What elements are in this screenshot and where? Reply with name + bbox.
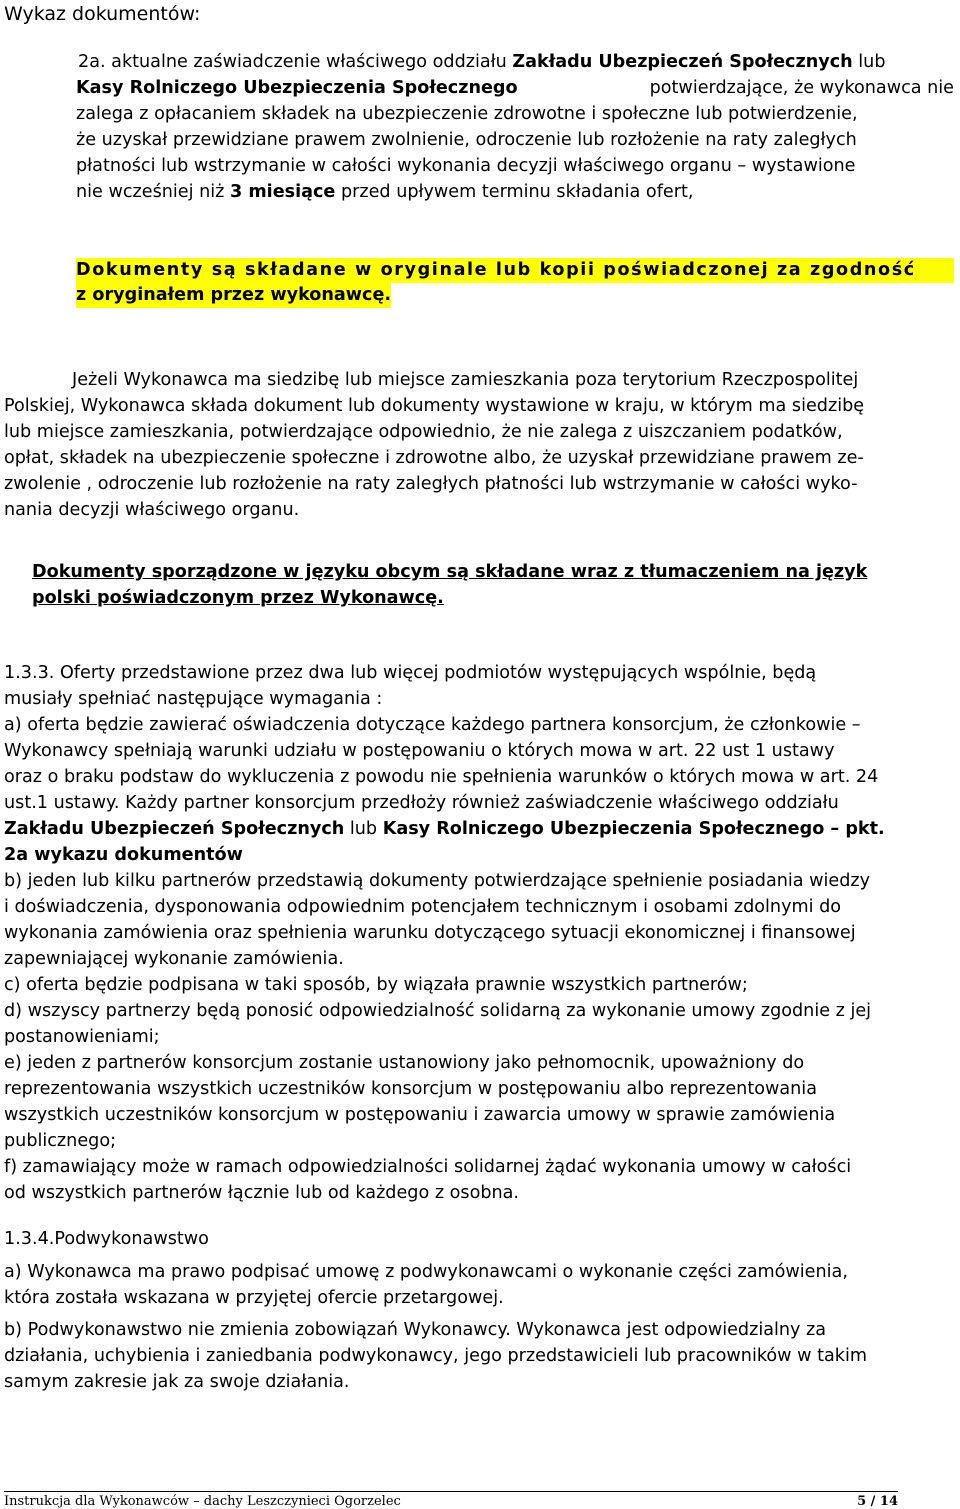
highlight-note — [76, 258, 954, 308]
heading-text: Wykaz dokumentów: — [4, 3, 201, 25]
s133-line-20: f) zamawiający może w ramach odpowiedzialności solidarnej żądać wykonania umowy w całości — [4, 1157, 852, 1177]
page-footer — [4, 1491, 898, 1509]
foreign-line-3: lub miejsce zamieszkania, potwierdzające odpowiednio, że nie zalega z uiszczaniem podatków, — [4, 422, 843, 442]
s133-line-6: ust.1 ustawy. Każdy partner konsorcjum przedłoży również zaświadczenie właściwego oddziału — [4, 793, 839, 813]
krus-bold: Kasy Rolniczego Ubezpieczenia Społecznego — [76, 78, 518, 98]
item-2a — [76, 52, 954, 222]
item-2a-line-4: że uzyskał przewidziane prawem zwolnienie, odroczenie lub rozłożenie na raty zaległych — [76, 130, 857, 150]
item-2a-line-6 — [76, 182, 693, 202]
item-2a-line-5: płatności lub wstrzymanie w całości wykonania decyzji właściwego organu – wystawione — [76, 156, 856, 176]
highlight-line-1 — [76, 258, 954, 283]
s133-line-16: e) jeden z partnerów konsorcjum zostanie ustanowiony jako pełnomocnik, upoważniony do — [4, 1053, 805, 1073]
page-heading — [4, 3, 200, 25]
s133-line-19: publicznego; — [4, 1131, 117, 1151]
footer-title: Instrukcja dla Wykonawców – dachy Leszczynieci Ogorzelec — [4, 1494, 401, 1509]
text: 2a. aktualne zaświadczenie właściwego oddziału — [78, 52, 513, 72]
text: Dokumenty są składane w oryginale lub kopii poświadczonej za zgodność — [76, 260, 916, 280]
s133-line-9: b) jeden lub kilku partnerów przedstawią dokumenty potwierdzające spełnienie posiadania wiedzy — [4, 871, 871, 891]
s134-line-4: działania, uchybienia i zaniedbania podwykonawcy, jego przedstawicieli lub pracowników w takim — [4, 1346, 868, 1366]
s133-line-4: Wykonawcy spełniają warunki udziału w postępowaniu o których mowa w art. 22 ust 1 ustawy — [4, 741, 835, 761]
s134-line-3: b) Podwykonawstwo nie zmienia zobowiązań Wykonawcy. Wykonawca jest odpowiedzialny za — [4, 1320, 827, 1340]
s134-title: 1.3.4.Podwykonawstwo — [4, 1229, 209, 1249]
s134-line-1: a) Wykonawca ma prawo podpisać umowę z podwykonawcami o wykonanie części zamówienia, — [4, 1262, 848, 1282]
foreign-line-5: zwolenie , odroczenie lub rozłożenie na raty zaległych płatności lub wstrzymanie w całości wyko- — [4, 474, 858, 494]
s133-line-5: oraz o braku podstaw do wykluczenia z powodu nie spełnienia warunków o których mowa w art. 24 — [4, 767, 879, 787]
s133-line-13: c) oferta będzie podpisana w taki sposób, by wiązała prawnie wszystkich partnerów; — [4, 975, 748, 995]
s133-line-10: i doświadczenia, dysponowania odpowiednim potencjałem technicznym i osobami zdolnymi do — [4, 897, 842, 917]
foreign-line-2: Polskiej, Wykonawca składa dokument lub dokumenty wystawione w kraju, w którym ma siedzibę — [4, 396, 865, 416]
s134-line-5: samym zakresie jak za swoje działania. — [4, 1372, 350, 1392]
s133-line-3: a) oferta będzie zawierać oświadczenia dotyczące każdego partnera konsorcjum, że członkowie – — [4, 715, 861, 735]
s133-line-14: d) wszyscy partnerzy będą ponosić odpowiedzialność solidarną za wykonanie umowy zgodnie z jej — [4, 1001, 872, 1021]
foreign-line-4: opłat, składek na ubezpieczenie społeczne i zdrowotne albo, że uzyskał przewidziane prawem ze- — [4, 448, 864, 468]
highlight-line-2: z oryginałem przez wykonawcę. — [76, 283, 391, 308]
s133-line-21: od wszystkich partnerów łącznie lub od każdego z osobna. — [4, 1183, 520, 1203]
s133-line-11: wykonania zamówienia oraz spełnienia warunku dotyczącego sytuacji ekonomicznej i finansowej — [4, 923, 856, 943]
s133-line-15: postanowieniami; — [4, 1027, 160, 1047]
foreign-line-6: nania decyzji właściwego organu. — [4, 500, 300, 520]
zus-bold: Zakładu Ubezpieczeń Społecznych — [4, 819, 345, 839]
page-number: 5 / 14 — [857, 1494, 898, 1509]
item-2a-line-2 — [76, 78, 954, 98]
text: przed upływem terminu składania ofert, — [335, 182, 694, 202]
translation-line-2: polski poświadczonym przez Wykonawcę. — [32, 588, 444, 608]
s133-line-8: 2a wykazu dokumentów — [4, 845, 243, 865]
s133-line-2: musiały spełniać następujące wymagania : — [4, 689, 383, 709]
s133-line-7 — [4, 819, 885, 839]
text: nie wcześniej niż — [76, 182, 230, 202]
text: lub — [852, 52, 886, 72]
zus-bold: Zakładu Ubezpieczeń Społecznych — [512, 52, 853, 72]
s133-line-18: wszystkich uczestników konsorcjum w postępowaniu i zawarcia umowy w sprawie zamówienia — [4, 1105, 836, 1125]
translation-line-1: Dokumenty sporządzone w języku obcym są składane wraz z tłumaczeniem na język — [32, 562, 868, 582]
item-2a-line-3: zalega z opłacaniem składek na ubezpieczenie zdrowotne i społeczne lub potwierdzenie, — [76, 104, 858, 124]
item-2a-line-1 — [78, 52, 886, 72]
s134-line-2: która została wskazana w przyjętej ofercie przetargowej. — [4, 1288, 504, 1308]
foreign-line-1: Jeżeli Wykonawca ma siedzibę lub miejsce zamieszkania poza terytorium Rzeczpospolitej — [72, 370, 859, 390]
krus-bold: Kasy Rolniczego Ubezpieczenia Społecznego – pkt. — [382, 819, 885, 839]
foreign-paragraph — [4, 370, 954, 530]
s133-line-12: zapewniającej wykonanie zamówienia. — [4, 949, 344, 969]
s133-line-1: 1.3.3. Oferty przedstawione przez dwa lub więcej podmiotów występujących wspólnie, będą — [4, 663, 817, 683]
s133-line-17: reprezentowania wszystkich uczestników konsorcjum w postępowaniu albo reprezentowania — [4, 1079, 817, 1099]
text: potwierdzające, że wykonawca nie — [649, 78, 954, 98]
months-bold: 3 miesiące — [229, 182, 336, 202]
text: lub — [344, 819, 383, 839]
